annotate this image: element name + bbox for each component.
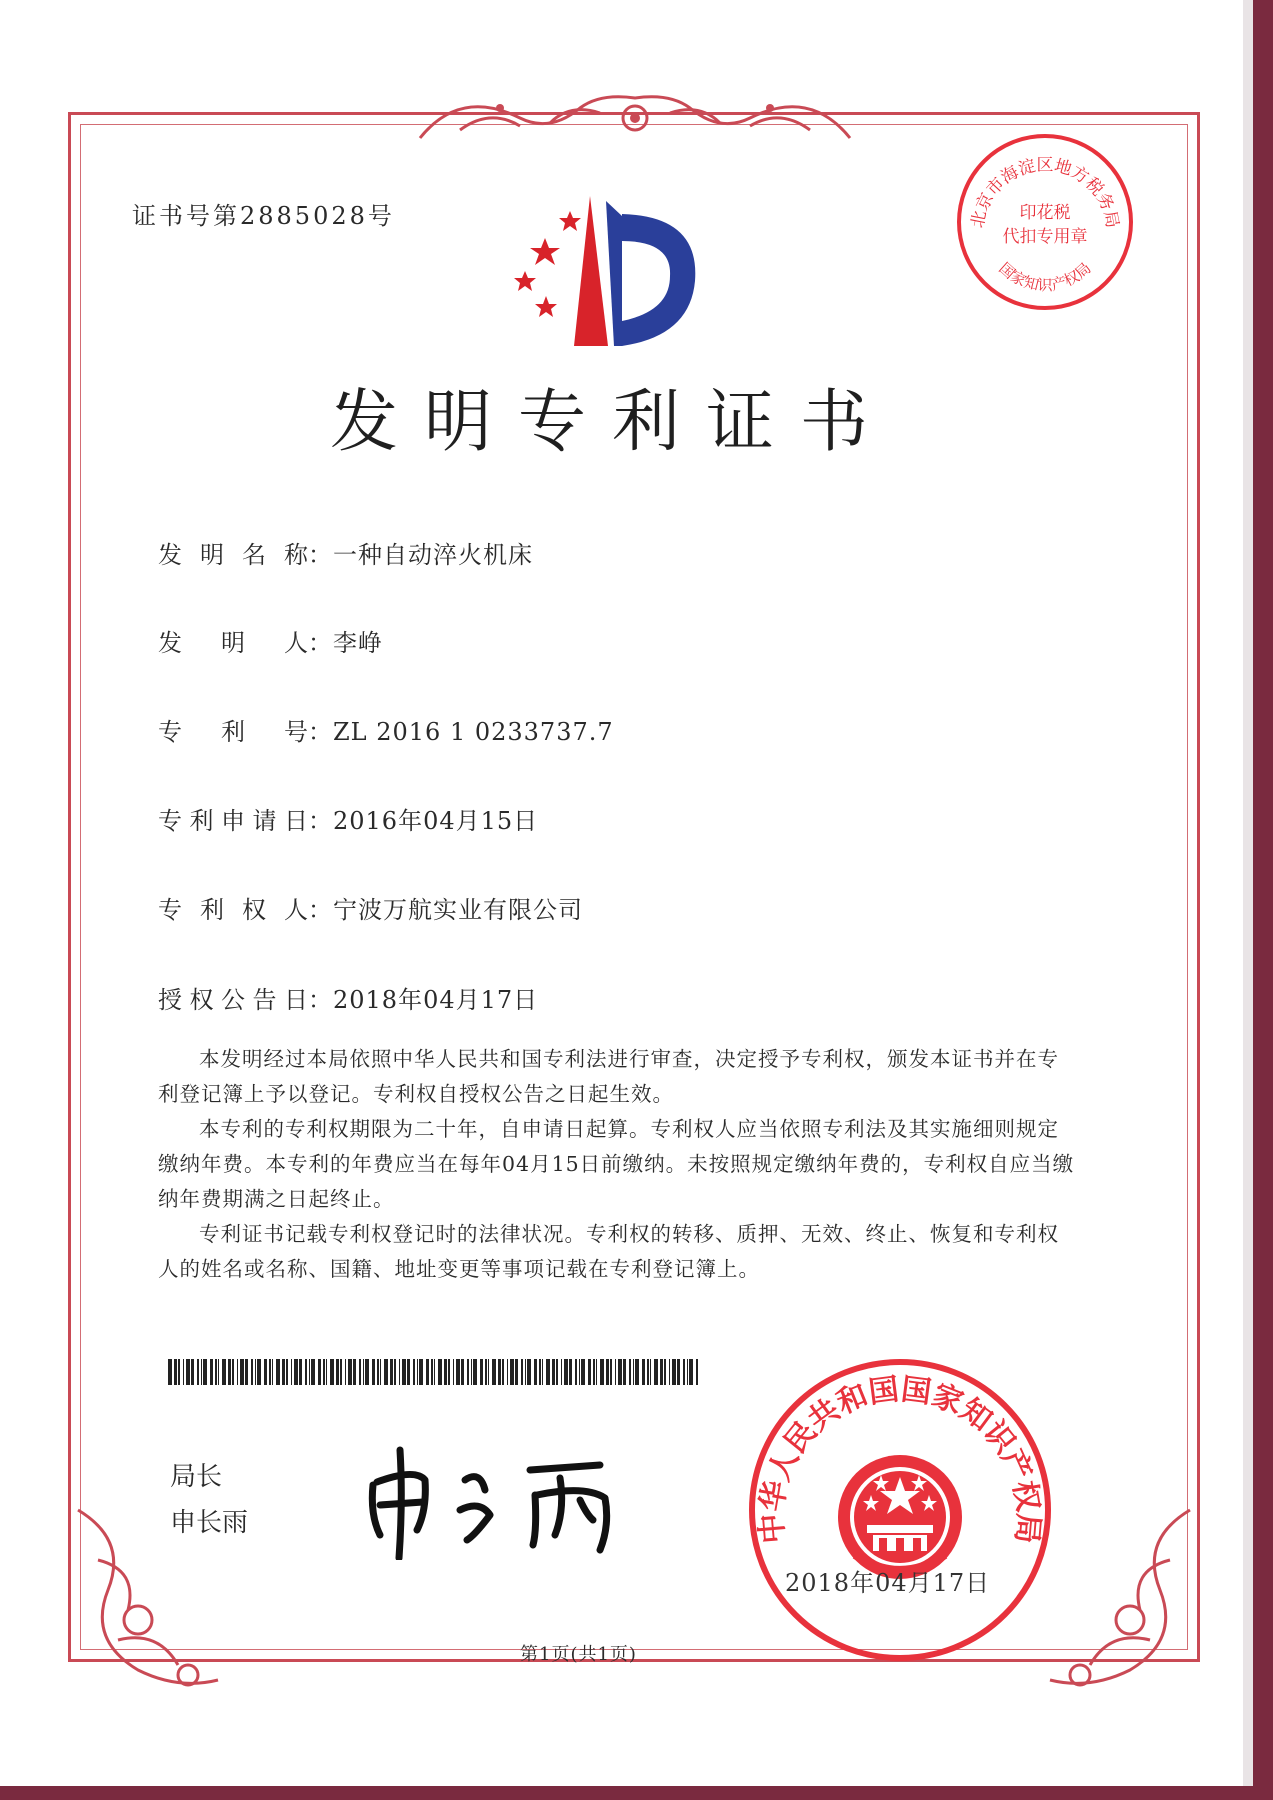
barcode-bar — [348, 1359, 352, 1385]
barcode-bar — [353, 1359, 356, 1385]
field-value: 宁波万航实业有限公司 — [333, 896, 583, 924]
barcode-bar — [174, 1359, 177, 1385]
barcode-bar — [299, 1359, 302, 1385]
barcode-bar — [417, 1359, 418, 1385]
barcode-bar — [488, 1359, 489, 1385]
barcode-bar — [257, 1359, 261, 1385]
barcode-bar — [593, 1359, 595, 1385]
barcode-bar — [473, 1359, 477, 1385]
barcode-bar — [556, 1359, 558, 1385]
field-patent-number: 专利号：ZL 2016 1 0233737.7 — [158, 712, 614, 747]
barcode-bar — [372, 1359, 375, 1385]
barcode-bar — [696, 1359, 698, 1385]
field-value: 一种自动淬火机床 — [333, 541, 533, 569]
field-application-date: 专利申请日：2016年04月15日 — [158, 801, 538, 836]
barcode-bar — [330, 1359, 334, 1385]
page-number: 第1页(共1页) — [520, 1644, 637, 1665]
barcode-bar — [203, 1359, 207, 1385]
director-name: 申长雨 — [170, 1508, 249, 1538]
top-ornament-icon — [400, 78, 870, 148]
barcode-bar — [623, 1359, 626, 1385]
field-label: 专利权人 — [158, 896, 308, 924]
seal-date: 2018年04月17日 — [785, 1569, 991, 1597]
barcode-bar — [461, 1359, 464, 1385]
barcode-bar — [471, 1359, 472, 1385]
barcode-bar — [510, 1359, 514, 1385]
barcode-bar — [610, 1359, 612, 1385]
barcode-bar — [365, 1359, 369, 1385]
barcode-bar — [579, 1359, 580, 1385]
barcode-bar — [444, 1359, 447, 1385]
barcode-bar — [431, 1359, 433, 1385]
barcode-bar — [552, 1359, 555, 1385]
barcode-bar — [633, 1359, 634, 1385]
field-inventor: 发明人：李峥 — [158, 623, 383, 658]
barcode-bar — [384, 1359, 388, 1385]
barcode-bar — [309, 1359, 310, 1385]
barcode-bar — [480, 1359, 483, 1385]
barcode-bar — [240, 1359, 244, 1385]
barcode-bar — [359, 1359, 361, 1385]
barcode-bar — [629, 1359, 631, 1385]
barcode-bar — [345, 1359, 346, 1385]
barcode-bar — [168, 1359, 172, 1385]
field-patentee: 专利权人：宁波万航实业有限公司 — [158, 890, 583, 925]
barcode-bar — [323, 1359, 325, 1385]
field-label: 发明人 — [158, 629, 308, 657]
body-text — [158, 1042, 1078, 1287]
barcode-bar — [222, 1359, 226, 1385]
barcode-bar — [618, 1359, 622, 1385]
barcode-bar — [635, 1359, 639, 1385]
barcode-bar — [498, 1359, 501, 1385]
barcode-bar — [683, 1359, 685, 1385]
barcode-bar — [546, 1359, 550, 1385]
barcode-bar — [596, 1359, 597, 1385]
barcode-bar — [434, 1359, 435, 1385]
svg-text:国家知识产权局 — [995, 259, 1094, 294]
field-grant-date: 授权公告日：2018年04月17日 — [158, 980, 538, 1015]
paragraph: 专利证书记载专利权登记时的法律状况。专利权的转移、质押、无效、终止、恢复和专利权人的姓名或名称、国籍、地址变更等事项记载在专利登记簿上。 — [158, 1222, 1059, 1281]
barcode-bar — [575, 1359, 577, 1385]
barcode-bar — [456, 1359, 460, 1385]
barcode-bar — [615, 1359, 616, 1385]
barcode-bar — [232, 1359, 234, 1385]
barcode-bar — [561, 1359, 562, 1385]
barcode-bar — [539, 1359, 541, 1385]
barcode-bar — [210, 1359, 213, 1385]
barcode-bar — [453, 1359, 454, 1385]
field-value: 2016年04月15日 — [333, 807, 539, 835]
barcode-bar — [201, 1359, 202, 1385]
barcode-bar — [650, 1359, 651, 1385]
barcode-bar — [183, 1359, 184, 1385]
barcode-bar — [448, 1359, 450, 1385]
barcode-bar — [394, 1359, 396, 1385]
barcode-bar — [291, 1359, 292, 1385]
paragraph: 本发明经过本局依照中华人民共和国专利法进行审查，决定授予专利权，颁发本证书并在专利登记簿上予以登记。专利权自授权公告之日起生效。 — [158, 1047, 1059, 1106]
tax-stamp-center-line-2: 代扣专用章 — [1002, 227, 1088, 247]
barcode-bar — [672, 1359, 676, 1385]
barcode-bar — [507, 1359, 508, 1385]
barcode-bar — [228, 1359, 231, 1385]
field-label: 专利申请日 — [158, 807, 308, 835]
barcode-bar — [380, 1359, 381, 1385]
barcode-bar — [255, 1359, 256, 1385]
barcode-bar — [689, 1359, 693, 1385]
barcode-bar — [542, 1359, 543, 1385]
barcode-bar — [569, 1359, 572, 1385]
barcode-bar — [269, 1359, 271, 1385]
national-emblem-icon — [838, 1455, 962, 1579]
director-title: 局长 — [170, 1462, 223, 1492]
field-label: 发明名称 — [158, 541, 308, 569]
page-edge-right — [1243, 0, 1273, 1800]
barcode-bar — [664, 1359, 666, 1385]
barcode-bar — [402, 1359, 406, 1385]
barcode-bar — [642, 1359, 645, 1385]
barcode-bar — [399, 1359, 400, 1385]
field-value: 李峥 — [333, 629, 383, 657]
barcode-bar — [534, 1359, 537, 1385]
barcode-bar — [600, 1359, 604, 1385]
barcode-bar — [286, 1359, 288, 1385]
tax-stamp-bottom-text: 国家知识产权局 — [995, 259, 1095, 295]
barcode-bar — [467, 1359, 469, 1385]
barcode-bar — [485, 1359, 487, 1385]
barcode-bar — [363, 1359, 364, 1385]
barcode — [168, 1359, 698, 1385]
barcode-bar — [272, 1359, 273, 1385]
tax-stamp-ring-text: 北京市海淀区地方税务局 — [967, 155, 1123, 230]
barcode-bar — [215, 1359, 217, 1385]
barcode-bar — [564, 1359, 568, 1385]
barcode-bar — [677, 1359, 680, 1385]
page-edge-bottom — [0, 1786, 1273, 1800]
barcode-bar — [311, 1359, 315, 1385]
field-value: ZL 2016 1 0233737.7 — [333, 718, 614, 746]
barcode-bar — [647, 1359, 649, 1385]
barcode-bar — [191, 1359, 194, 1385]
paragraph: 本专利的专利权期限为二十年，自申请日起算。专利权人应当依照专利法及其实施细则规定缴纳年费。本专利的年费应当在每年04月15日前缴纳。未按照规定缴纳年费的，专利权自应当缴纳年费期满之日起终止。 — [158, 1117, 1075, 1211]
barcode-bar — [525, 1359, 526, 1385]
barcode-bar — [660, 1359, 663, 1385]
barcode-bar — [669, 1359, 670, 1385]
field-label: 专利号 — [158, 718, 308, 746]
barcode-bar — [178, 1359, 180, 1385]
barcode-bar — [245, 1359, 248, 1385]
barcode-bar — [606, 1359, 609, 1385]
barcode-bar — [581, 1359, 585, 1385]
seal-ring-text: 中华人民共和国国家知识产权局 — [754, 1372, 1046, 1545]
barcode-bar — [282, 1359, 285, 1385]
barcode-bar — [413, 1359, 415, 1385]
barcode-bar — [419, 1359, 423, 1385]
barcode-bar — [377, 1359, 379, 1385]
barcode-bar — [588, 1359, 591, 1385]
barcode-bar — [654, 1359, 658, 1385]
barcode-bar — [390, 1359, 393, 1385]
field-value: 2018年04月17日 — [333, 986, 539, 1014]
barcode-bar — [237, 1359, 238, 1385]
barcode-bar — [294, 1359, 298, 1385]
barcode-bar — [218, 1359, 219, 1385]
field-invention-name: 发明名称：一种自动淬火机床 — [158, 535, 533, 570]
barcode-bar — [407, 1359, 410, 1385]
barcode-bar — [305, 1359, 307, 1385]
official-seal — [745, 1355, 1055, 1665]
barcode-bar — [276, 1359, 280, 1385]
barcode-bar — [521, 1359, 523, 1385]
field-label: 授权公告日 — [158, 986, 308, 1014]
barcode-bar — [336, 1359, 339, 1385]
certificate-number: 证书号第2885028号 — [132, 202, 395, 230]
barcode-bar — [186, 1359, 190, 1385]
barcode-bar — [515, 1359, 518, 1385]
barcode-bar — [340, 1359, 342, 1385]
barcode-bar — [326, 1359, 327, 1385]
barcode-bar — [197, 1359, 199, 1385]
barcode-bar — [687, 1359, 688, 1385]
page-title: 发明专利证书 — [330, 383, 895, 462]
tax-stamp-seal — [953, 130, 1137, 314]
barcode-bar — [438, 1359, 442, 1385]
barcode-bar — [492, 1359, 496, 1385]
barcode-bar — [527, 1359, 531, 1385]
barcode-bar — [264, 1359, 267, 1385]
director-signature — [355, 1440, 645, 1560]
patent-office-emblem-icon — [510, 196, 710, 346]
barcode-bar — [426, 1359, 429, 1385]
barcode-bar — [502, 1359, 504, 1385]
barcode-bar — [251, 1359, 253, 1385]
tax-stamp-center-line-1: 印花税 — [1019, 203, 1071, 223]
barcode-bar — [318, 1359, 321, 1385]
